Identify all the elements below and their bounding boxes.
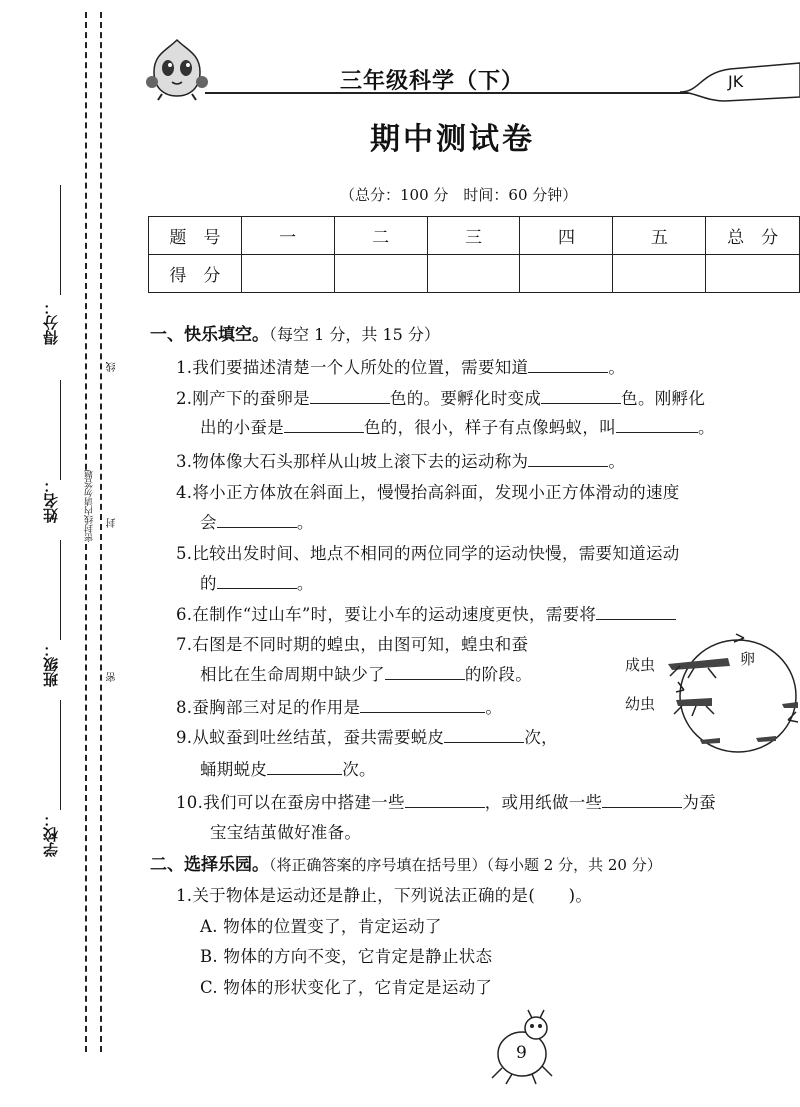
section-2-note: （将正确答案的序号填在括号里）（每小题 2 分，共 20 分） [269, 856, 662, 874]
table-col-header: 三 [427, 217, 520, 255]
section-1-heading [150, 320, 440, 345]
question-7: 7.右图是不同时期的蝗虫，由图可知，蝗虫和蚕 [176, 635, 529, 654]
binding-dashed-line-2 [100, 12, 102, 1052]
page-number: 9 [516, 1043, 527, 1063]
question-5: 5.比较出发时间、地点不相同的两位同学的运动快慢，需要知道运动 [176, 544, 680, 563]
answer-blank[interactable] [385, 665, 465, 680]
answer-blank[interactable] [284, 418, 364, 433]
section-1-note: （每空 1 分，共 15 分） [269, 325, 440, 344]
class-label: 班级： [42, 642, 60, 687]
score-cell[interactable] [520, 255, 613, 293]
class-blank-line [60, 540, 61, 640]
figure-label-adult: 成虫 [625, 656, 656, 674]
question-10-cont: 宝宝结茧做好准备。 [210, 823, 362, 842]
question-2-cont: 出的小蚕是 色的，很小，样子有点像蚂蚁，叫 。 [200, 418, 715, 437]
answer-blank[interactable] [602, 793, 682, 808]
figure-label-nymph: 幼虫 [625, 695, 656, 713]
school-blank-line [60, 700, 61, 810]
answer-blank[interactable] [267, 760, 342, 775]
small-locust-icon [700, 702, 798, 744]
table-col-header: 总 分 [706, 217, 800, 255]
question-7-cont: 相比在生命周期中缺少了 的阶段。 [200, 665, 533, 684]
seal-char-seal: 封 [107, 518, 118, 528]
nymph-locust-icon [674, 698, 714, 716]
question-9: 9.从蚁蚕到吐丝结茧，蚕共需要蜕皮 次， [176, 728, 558, 747]
answer-blank[interactable] [444, 728, 524, 743]
table-col-header: 二 [334, 217, 427, 255]
header-rule [205, 92, 705, 94]
score-cell[interactable] [334, 255, 427, 293]
answer-blank[interactable] [217, 513, 297, 528]
question-6: 6.在制作“过山车”时，要让小车的运动速度更快，需要将 [176, 601, 676, 625]
figure-label-egg: 卵 [740, 650, 756, 668]
score-blank-line [60, 185, 61, 295]
question-4: 4.将小正方体放在斜面上，慢慢抬高斜面，发现小正方体滑动的速度 [176, 483, 680, 502]
score-cell[interactable] [427, 255, 520, 293]
answer-blank[interactable] [310, 389, 390, 404]
table-header-label: 题 号 [149, 217, 242, 255]
score-cell[interactable] [706, 255, 800, 293]
question-8: 8.蚕胸部三对足的作用是 。 [176, 698, 503, 717]
question-10: 10.我们可以在蚕房中搭建一些 ，或用纸做一些 为蚕 [176, 793, 716, 812]
answer-blank[interactable] [596, 605, 676, 620]
choice-option-c: C. 物体的形状变化了，它肯定是运动了 [200, 978, 493, 997]
question-1: 1.我们要描述清楚一个人所处的位置，需要知道 。 [176, 358, 626, 377]
choice-option-a: A. 物体的位置变了，肯定运动了 [200, 917, 442, 936]
score-cell[interactable] [613, 255, 706, 293]
name-blank-line [60, 380, 61, 480]
question-5-cont: 的 。 [200, 574, 314, 593]
choice-question-1: 1.关于物体是运动还是静止，下列说法正确的是( )。 [176, 886, 593, 905]
table-col-header: 五 [613, 217, 706, 255]
answer-blank[interactable] [616, 418, 698, 433]
exam-title: 期中测试卷 [370, 122, 535, 157]
answer-blank[interactable] [405, 793, 485, 808]
answer-blank[interactable] [217, 574, 297, 589]
seal-char-line: 线 [107, 362, 118, 372]
name-label: 姓名： [42, 478, 60, 523]
table-col-header: 四 [520, 217, 613, 255]
table-row-label: 得 分 [149, 255, 242, 293]
answer-blank[interactable] [528, 358, 608, 373]
school-label: 学校： [42, 812, 60, 857]
table-col-header: 一 [241, 217, 334, 255]
section-2-title: 二、选择乐园。 [150, 855, 269, 875]
mascot-icon [142, 36, 212, 102]
score-info: （总分：100 分 时间：60 分钟） [340, 186, 578, 204]
answer-blank[interactable] [360, 698, 485, 713]
question-9-cont: 蛹期蜕皮 次。 [200, 760, 376, 779]
section-2-heading [150, 850, 662, 875]
adult-locust-icon [668, 658, 730, 678]
edition-label: JK [728, 72, 744, 91]
score-label: 得分： [42, 300, 60, 345]
locust-lifecycle-figure [660, 630, 800, 760]
answer-blank[interactable] [541, 389, 621, 404]
question-3: 3.物体像大石头那样从山坡上滚下去的运动称为 。 [176, 452, 626, 471]
question-2: 2.刚产下的蚕卵是 色的。要孵化时变成 色。刚孵化 [176, 389, 706, 408]
score-table [148, 216, 800, 293]
answer-blank[interactable] [528, 452, 608, 467]
table-row [149, 255, 800, 293]
seal-char-secret: 密 [107, 672, 118, 682]
choice-option-b: B. 物体的方向不变，它肯定是静止状态 [200, 947, 493, 966]
score-cell[interactable] [241, 255, 334, 293]
section-1-title: 一、快乐填空。 [150, 325, 269, 345]
question-4-cont: 会 。 [200, 513, 314, 532]
table-row [149, 217, 800, 255]
seal-note: 密封线内请勿答题 [85, 470, 95, 542]
subject-header: 三年级科学（下） [340, 69, 525, 94]
